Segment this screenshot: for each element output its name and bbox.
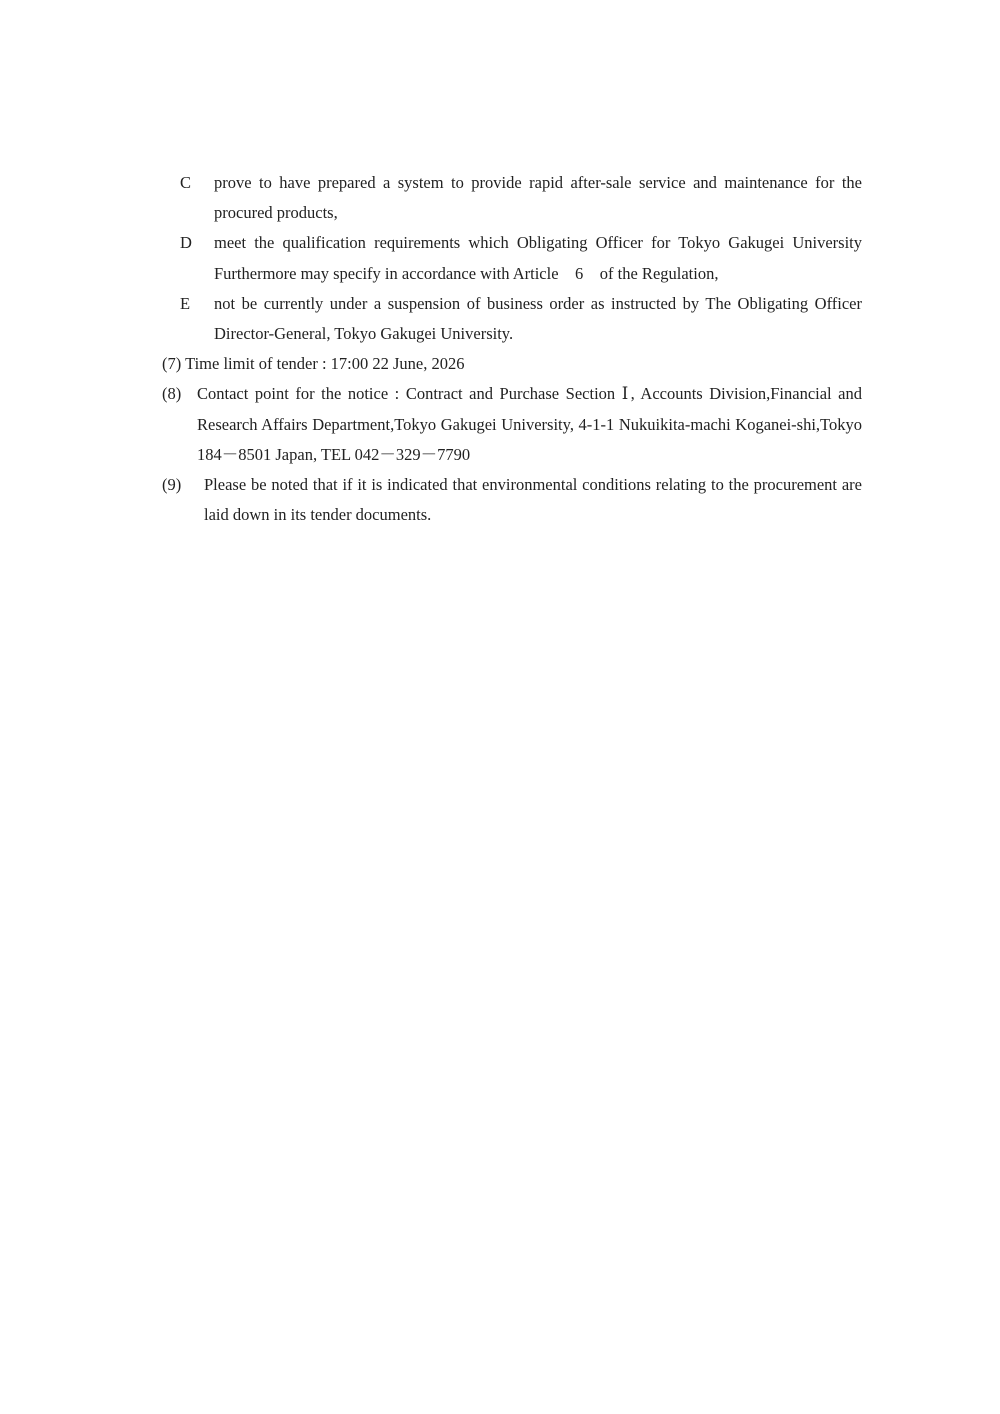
sub-item-marker: D bbox=[180, 233, 192, 253]
numbered-item-marker: (7) bbox=[162, 354, 182, 374]
sub-item-d bbox=[162, 228, 862, 288]
sub-item-text: not be currently under a suspension of business order as instructed by The Obligating Officer Director-General, Tokyo Gakugei University. bbox=[214, 293, 862, 344]
sub-item-marker: E bbox=[180, 293, 191, 313]
numbered-item-text: Time limit of tender : 17:00 22 June, 2026 bbox=[185, 354, 465, 374]
sub-item-marker: C bbox=[180, 173, 192, 192]
document-body bbox=[162, 168, 862, 530]
sub-item-c bbox=[162, 168, 862, 228]
sub-item-text: prove to have prepared a system to provide rapid after-sale service and maintenance for the procured products, bbox=[214, 173, 862, 223]
numbered-item-marker: (9) bbox=[162, 475, 182, 495]
numbered-item-9 bbox=[162, 470, 862, 530]
numbered-item-text: Contact point for the notice : Contract and Purchase Section Ⅰ, Accounts Division,Financial and Research Affairs Department,Tokyo Gakugei University, 4-1-1 Nukuikita-machi Koganei-shi,Tokyo 184－8501 Japan, TEL 042－329－7790 bbox=[197, 384, 862, 464]
numbered-item-text: Please be noted that if it is indicated that environmental conditions relating to the procurement are laid down in its tender documents. bbox=[204, 475, 862, 525]
numbered-item-8 bbox=[162, 379, 862, 470]
numbered-item-marker: (8) bbox=[162, 384, 182, 404]
numbered-item-7 bbox=[162, 349, 862, 379]
sub-item-e bbox=[162, 289, 862, 349]
sub-item-text: meet the qualification requirements which Obligating Officer for Tokyo Gakugei University Furthermore may specify in accordance with Article 6 of the Regulation, bbox=[214, 233, 862, 283]
